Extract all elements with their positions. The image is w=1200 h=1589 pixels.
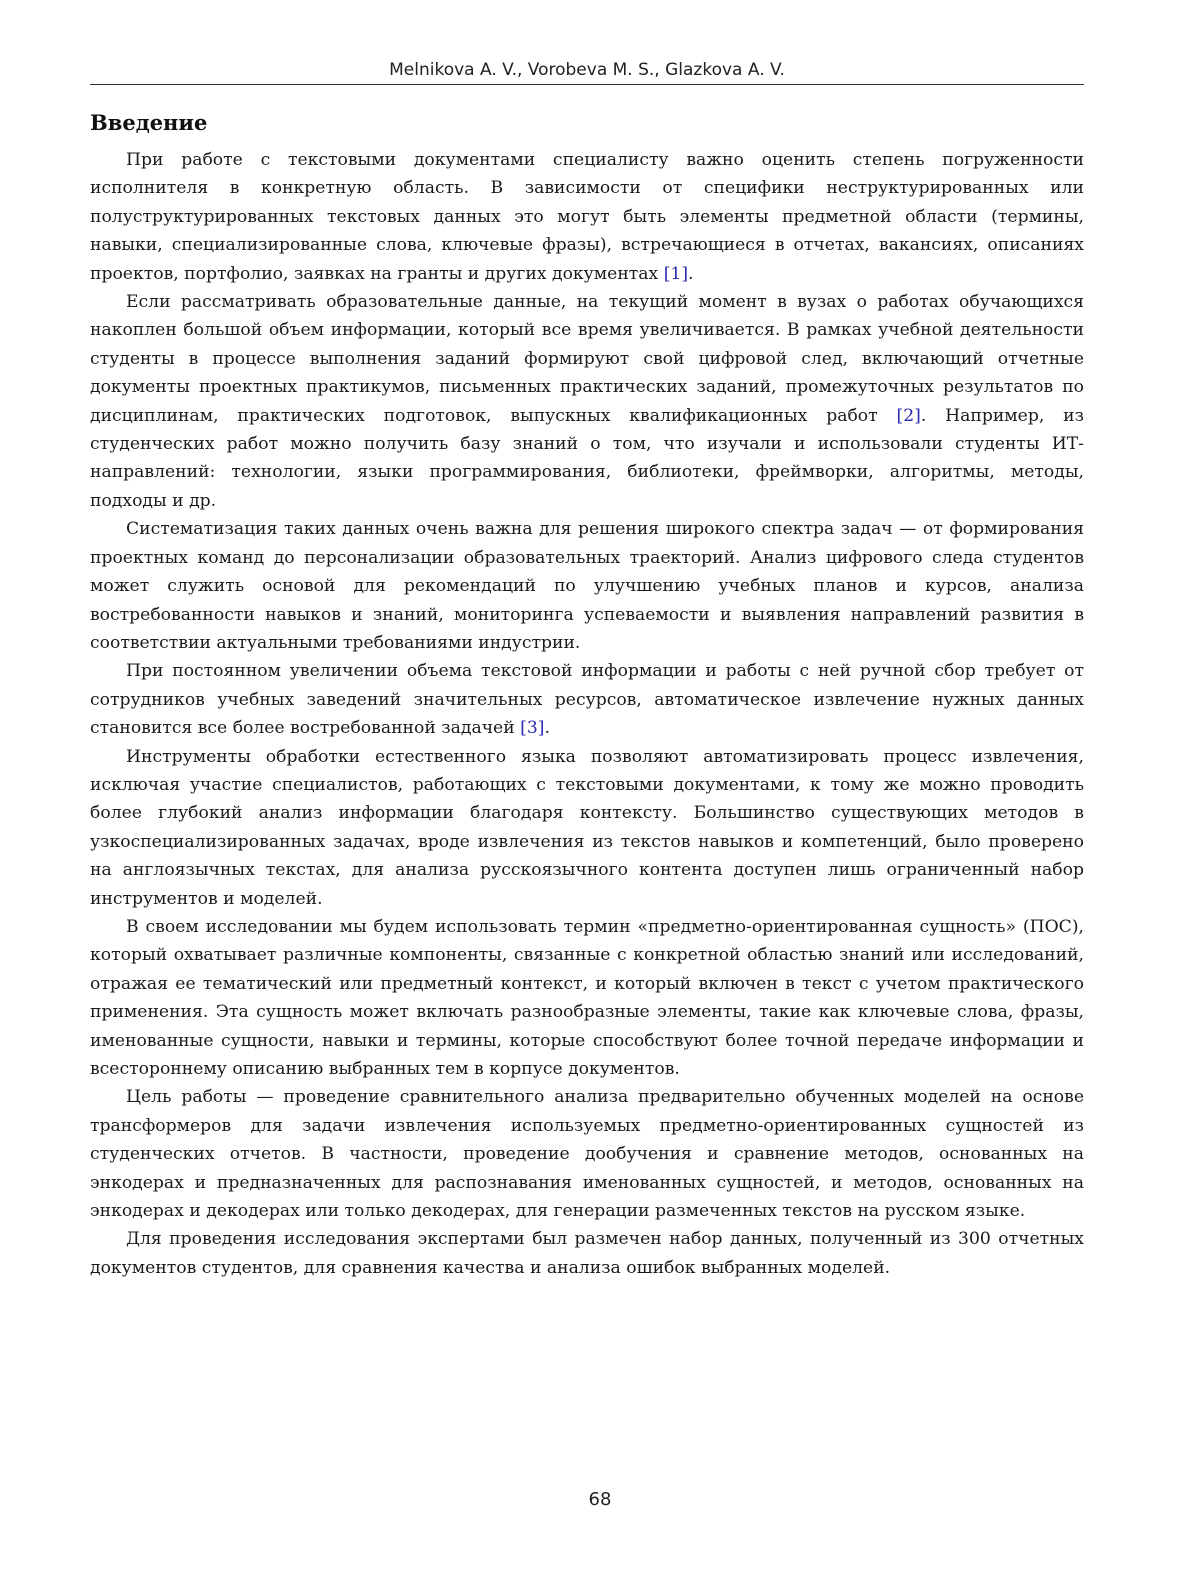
- citation-link-2[interactable]: [2]: [896, 405, 921, 426]
- page-number: 68: [588, 1489, 612, 1510]
- paragraph-2: [90, 288, 1084, 515]
- header-rule: [90, 84, 1084, 85]
- running-head-authors: Melnikova A. V., Vorobeva M. S., Glazkova A. V.: [389, 60, 785, 80]
- citation-link-1[interactable]: [1]: [663, 263, 689, 284]
- paragraph-8: Для проведения исследования экспертами был размечен набор данных, полученный из 300 отчетных документов студентов, для сравнения качества и анализа ошибок выбранных моделей.: [90, 1229, 1084, 1278]
- paragraph-1-text: При работе с текстовыми документами специалисту важно оценить степень погруженности исполнителя в конкретную область. В зависимости от специфики неструктурированных или полуструктурированных текстовых данных это могут быть элементы предметной области (термины, навыки, специализированные слова, ключевые фразы), встречающиеся в отчетах, вакансиях, описаниях проектов, портфолио, заявках на гранты и других документах: [90, 150, 1084, 284]
- paragraph-4-tail: .: [544, 718, 550, 739]
- paragraph-5: Инструменты обработки естественного языка позволяют автоматизировать процесс извлечения, исключая участие специалистов, работающих с текстовыми документами, к тому же можно проводить более глубокий анализ информации благодаря контексту. Большинство существующих методов в узкоспециализированных задачах, вроде извлечения из текстов навыков и компетенций, было проверено на англоязычных текстах, для анализа русскоязычного контента доступен лишь ограниченный набор инструментов и моделей.: [90, 746, 1084, 909]
- section-title: Введение: [90, 110, 208, 135]
- paragraph-2-tail: . Например, из студенческих работ можно получить базу знаний о том, что изучали и использовали студенты ИТ-направлений: технологии, языки программирования, библиотеки, фреймворки, алгоритмы, методы, подходы и др.: [90, 405, 1084, 511]
- article-body: [90, 146, 1084, 1282]
- citation-link-3[interactable]: [3]: [520, 718, 545, 739]
- paragraph-4: [90, 657, 1084, 742]
- paragraph-6: В своем исследовании мы будем использовать термин «предметно-ориентированная сущность» (ПОС), который охватывает различные компоненты, связанные с конкретной областью знаний или исследований, отражая ее тематический или предметный контекст, и который включен в текст с учетом практического применения. Эта сущность может включать разнообразные элементы, такие как ключевые слова, фразы, именованные сущности, навыки и термины, которые способствуют более точной передаче информации и всестороннему описанию выбранных тем в корпусе документов.: [90, 916, 1084, 1079]
- paragraph-3: Систематизация таких данных очень важна для решения широкого спектра задач — от формирования проектных команд до персонализации образовательных траекторий. Анализ цифрового следа студентов может служить основой для рекомендаций по улучшению учебных планов и курсов, анализа востребованности навыков и знаний, мониторинга успеваемости и выявления направлений развития в соответствии актуальными требованиями индустрии.: [90, 519, 1084, 653]
- paragraph-4-text: При постоянном увеличении объема текстовой информации и работы с ней ручной сбор требует от сотрудников учебных заведений значительных ресурсов, автоматическое извлечение нужных данных становится все более востребованной задачей: [90, 661, 1084, 739]
- paragraph-2-text: Если рассматривать образовательные данные, на текущий момент в вузах о работах обучающихся накоплен большой объем информации, который все время увеличивается. В рамках учебной деятельности студенты в процессе выполнения заданий формируют свой цифровой след, включающий отчетные документы проектных практикумов, письменных практических заданий, промежуточных результатов по дисциплинам, практических подготовок, выпускных квалификационных работ: [90, 292, 1084, 426]
- paragraph-7: Цель работы — проведение сравнительного анализа предварительно обученных моделей на основе трансформеров для задачи извлечения используемых предметно-ориентированных сущностей из студенческих отчетов. В частности, проведение дообучения и сравнение методов, основанных на энкодерах и предназначенных для распознавания именованных сущностей, и методов, основанных на энкодерах и декодерах или только декодерах, для генерации размеченных текстов на русском языке.: [90, 1087, 1084, 1222]
- paragraph-1: [90, 146, 1084, 288]
- paragraph-1-tail: .: [688, 263, 694, 284]
